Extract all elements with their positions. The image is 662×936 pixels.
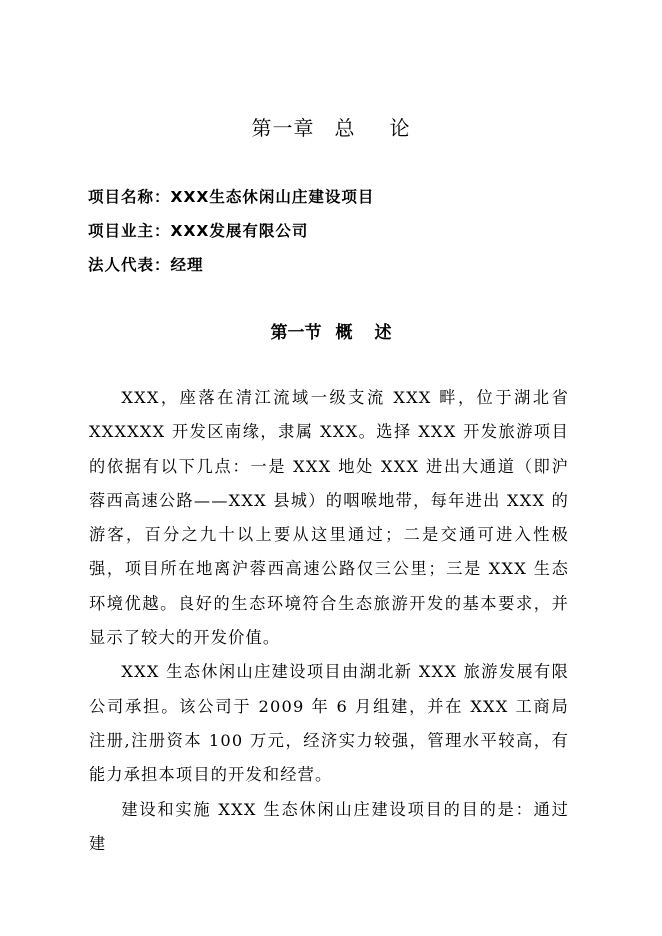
section-prefix: 第一节 bbox=[270, 323, 322, 343]
project-name-value: XXX生态休闲山庄建设项目 bbox=[170, 188, 375, 206]
section-word-2: 述 bbox=[374, 323, 392, 343]
section-word-1: 概 bbox=[335, 323, 353, 343]
legal-representative-value: 经理 bbox=[170, 256, 204, 274]
body-text bbox=[89, 381, 569, 861]
paragraph: 建设和实施 XXX 生态休闲山庄建设项目的目的是：通过建 bbox=[89, 799, 569, 853]
legal-representative-line: 法人代表：经理 bbox=[88, 256, 204, 274]
section-title bbox=[0, 318, 662, 343]
chapter-title bbox=[0, 112, 662, 141]
project-owner-label: 项目业主 bbox=[88, 222, 155, 240]
legal-representative-label: 法人代表 bbox=[88, 256, 155, 274]
project-owner-value: XXX发展有限公司 bbox=[170, 222, 309, 240]
project-name-label: 项目名称 bbox=[88, 188, 155, 206]
project-owner-line: 项目业主：XXX发展有限公司 bbox=[88, 222, 309, 240]
chapter-word-1: 总 bbox=[334, 116, 356, 140]
paragraph: XXX，座落在清江流域一级支流 XXX 畔，位于湖北省XXXXXX 开发区南缘，隶属 XXX。选择 XXX 开发旅游项目的依据有以下几点：一是 XXX 地处 XXX 进出大通道（即沪蓉西高速公路——XXX 县城）的咽喉地带，每年进出 XXX 的游客，百分之九十以上要从这里通过；二是交通可进入性极强，项目所在地离沪蓉西高速公路仅三公里；三是 XXX 生态环境优越。良好的生态环境符合生态旅游开发的基本要求，并显示了较大的开发价值。 bbox=[89, 388, 569, 648]
paragraph: XXX 生态休闲山庄建设项目由湖北新 XXX 旅游发展有限公司承担。该公司于 2009 年 6 月组建，并在 XXX 工商局注册,注册资本 100 万元，经济实力较强，管理水平较高，有能力承担本项目的开发和经营。 bbox=[89, 662, 569, 785]
project-name-line: 项目名称：XXX生态休闲山庄建设项目 bbox=[88, 188, 375, 206]
chapter-word-2: 论 bbox=[389, 116, 411, 140]
chapter-prefix: 第一章 bbox=[251, 116, 315, 140]
